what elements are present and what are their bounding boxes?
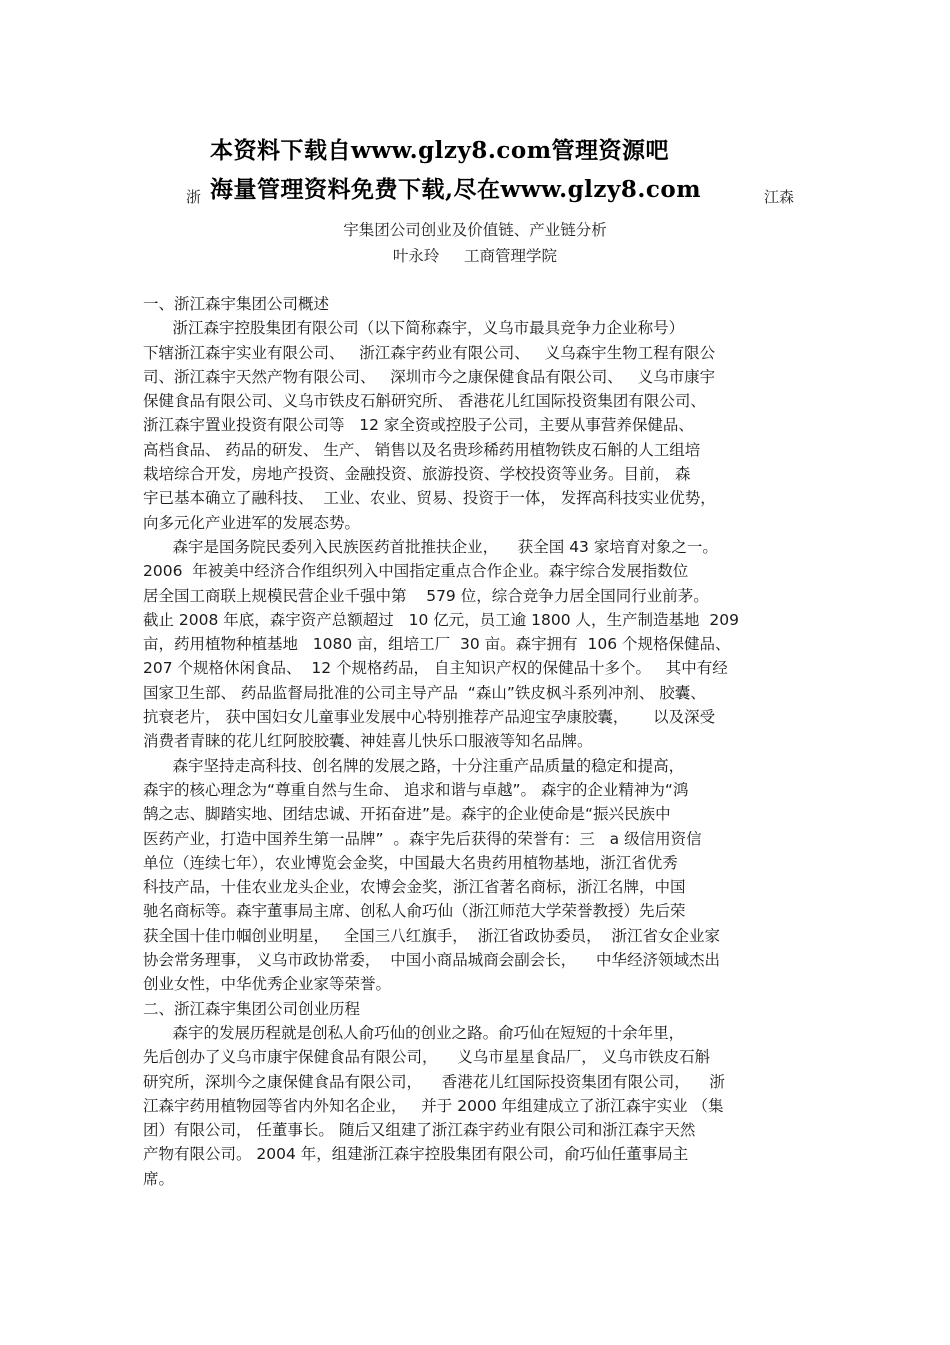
document-title: 宇集团公司创业及价值链、产业链分析 — [343, 221, 607, 239]
body-line: 下辖浙江森宇实业有限公司、 浙江森宇药业有限公司、 义乌森宇生物工程有限公 — [143, 343, 716, 362]
body-line: 高档食品、 药品的研发、 生产、 销售以及名贵珍稀药用植物铁皮石斛的人工组培 — [143, 440, 701, 459]
body-line: 二、浙江森宇集团公司创业历程 — [143, 999, 361, 1018]
body-line: 单位（连续七年），农业博览会金奖，中国最大名贵药用植物基地，浙江省优秀 — [143, 853, 678, 872]
body-line: 国家卫生部、 药品监督局批准的公司主导产品 “森山”铁皮枫斗系列冲剂、 胶囊、 — [143, 683, 706, 702]
body-line: 浙江森宇控股集团有限公司（以下简称森宇，义乌市最具竞争力企业称号） — [143, 319, 685, 338]
download-banner-line-1: 本资料下载自www.glzy8.com管理资源吧 — [210, 137, 670, 164]
title-fragment-left: 浙 — [186, 188, 202, 206]
title-fragment-right: 江森 — [764, 188, 795, 206]
body-line: 207 个规格休闲食品、 12 个规格药品， 自主知识产权的保健品十多个。 其中有经 — [143, 659, 728, 678]
body-line: 森宇坚持走高科技、创名牌的发展之路，十分注重产品质量的稳定和提高， — [143, 756, 685, 775]
body-line: 科技产品，十佳农业龙头企业，农博会金奖，浙江省著名商标，浙江名牌，中国 — [143, 878, 686, 897]
body-line: 创业女性，中华优秀企业家等荣誉。 — [143, 975, 392, 994]
download-banner-line-2: 海量管理资料免费下载,尽在www.glzy8.com — [210, 176, 702, 203]
document-body — [143, 292, 823, 1191]
body-line: 驰名商标等。森宇董事局主席、创私人俞巧仙（浙江师范大学荣誉教授）先后荣 — [143, 902, 686, 921]
body-line: 司、浙江森宇天然产物有限公司、 深圳市今之康保健食品有限公司、 义乌市康宇 — [143, 367, 716, 386]
body-line: 团）有限公司， 任董事长。 随后又组建了浙江森宇药业有限公司和浙江森宇天然 — [143, 1121, 696, 1140]
body-line: 向多元化产业进军的发展态势。 — [143, 513, 361, 532]
body-line: 截止 2008 年底，森宇资产总额超过 10 亿元，员工逾 1800 人，生产制造基地 209 — [143, 610, 739, 629]
body-line: 一、浙江森宇集团公司概述 — [143, 295, 330, 313]
body-line: 保健食品有限公司、义乌市铁皮石斛研究所、 香港花儿红国际投资集团有限公司、 — [143, 392, 706, 411]
body-line: 医药产业，打造中国养生第一品牌” 。森宇先后获得的荣誉有：三 a 级信用资信 — [143, 829, 702, 848]
body-line: 协会常务理事， 义乌市政协常委， 中国小商品城商会副会长， 中华经济领域杰出 — [143, 951, 720, 970]
body-line: 森宇是国务院民委列入民族医药首批推扶企业， 获全国 43 家培育对象之一。 — [143, 537, 718, 556]
body-line: 居全国工商联上规模民营企业千强中第 579 位，综合竞争力居全国同行业前茅。 — [143, 586, 709, 605]
body-line: 先后创办了义乌市康宇保健食品有限公司， 义乌市星星食品厂， 义乌市铁皮石斛 — [143, 1048, 711, 1067]
body-line: 森宇的发展历程就是创私人俞巧仙的创业之路。俞巧仙在短短的十余年里， — [143, 1023, 685, 1042]
author-line: 叶永玲 工商管理学院 — [392, 247, 558, 265]
body-line: 宇已基本确立了融科技、 工业、农业、贸易、投资于一体， 发挥高科技实业优势， — [143, 489, 716, 508]
body-line: 席。 — [143, 1169, 175, 1188]
body-line: 2006 年被美中经济合作组织列入中国指定重点合作企业。森宇综合发展指数位 — [143, 562, 689, 581]
body-line: 研究所，深圳今之康保健食品有限公司， 香港花儿红国际投资集团有限公司， 浙 — [143, 1072, 725, 1091]
body-line: 栽培综合开发，房地产投资、金融投资、旅游投资、学校投资等业务。目前， 森 — [143, 465, 691, 484]
body-line: 获全国十佳巾帼创业明星， 全国三八红旗手， 浙江省政协委员， 浙江省女企业家 — [143, 926, 720, 945]
body-line: 消费者青睐的花儿红阿胶胶囊、神娃喜儿快乐口服液等知名品牌。 — [143, 732, 593, 751]
body-line: 浙江森宇置业投资有限公司等 12 家全资或控股子公司，主要从事营养保健品、 — [143, 416, 694, 435]
body-line: 抗衰老片， 获中国妇女儿童事业发展中心特别推荐产品迎宝孕康胶囊， 以及深受 — [143, 708, 716, 727]
body-line: 森宇的核心理念为“尊重自然与生命、 追求和谐与卓越”。 森宇的企业精神为“鸿 — [143, 780, 689, 799]
body-line: 亩，药用植物种植基地 1080 亩，组培工厂 30 亩。森宇拥有 106 个规格保健品、 — [143, 635, 731, 654]
body-line: 产物有限公司。 2004 年，组建浙江森宇控股集团有限公司，俞巧仙任董事局主 — [143, 1145, 689, 1164]
body-line: 鹄之志、脚踏实地、团结忠诚、开拓奋进”是。森宇的企业使命是“振兴民族中 — [143, 805, 671, 824]
body-line: 江森宇药用植物园等省内外知名企业， 并于 2000 年组建成立了浙江森宇实业 （集 — [143, 1096, 724, 1115]
